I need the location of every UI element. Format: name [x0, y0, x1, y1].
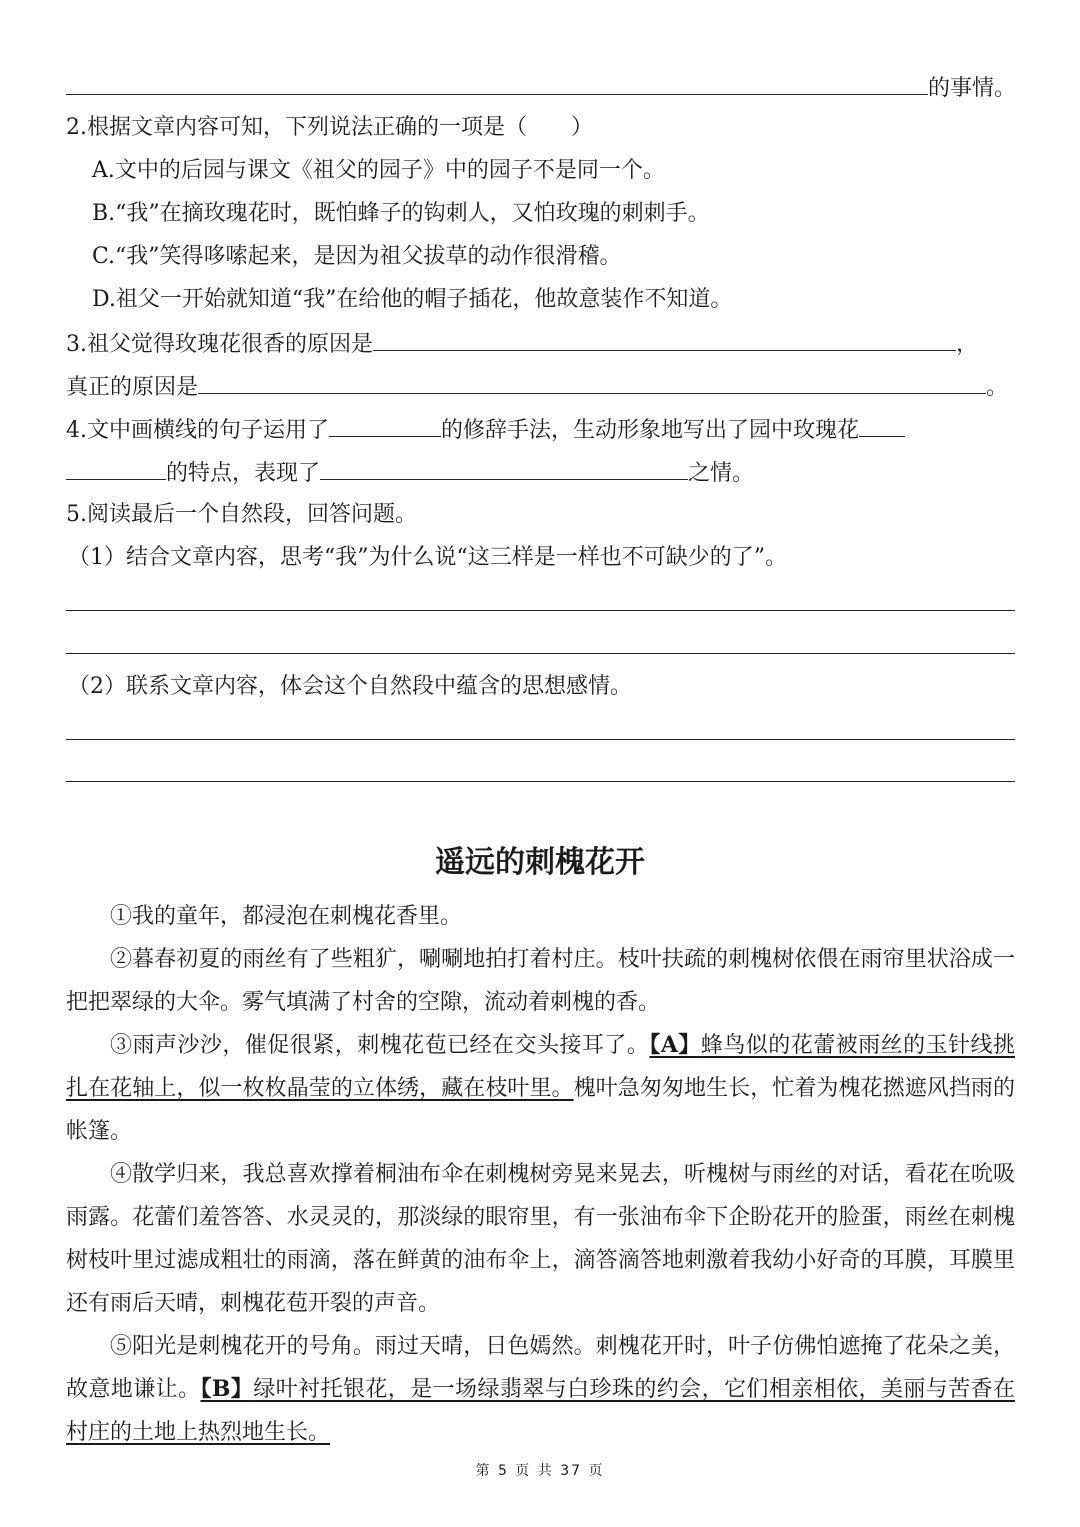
q4-text-4: 之情。: [688, 461, 755, 486]
answer-line[interactable]: [66, 739, 1015, 740]
q3-end-2: 。: [986, 375, 1009, 400]
q4-text-1: 4.文中画横线的句子运用了: [66, 418, 329, 443]
answer-blank[interactable]: [66, 72, 928, 95]
paragraph-2: ②暮春初夏的雨丝有了些粗犷，唰唰地拍打着村庄。枝叶扶疏的刺槐树依偎在雨帘里状浴成一把把翠绿的大伞。雾气填满了村舍的空隙，流动着刺槐的香。: [66, 947, 1015, 1015]
q5-stem: 5.阅读最后一个自然段，回答问题。: [66, 502, 417, 527]
q4-line-1: [66, 414, 905, 446]
answer-blank[interactable]: [198, 371, 986, 394]
underlined-sentence-b: [66, 1377, 1015, 1445]
q2-option-a[interactable]: A.文中的后园与课文《祖父的园子》中的园子不是同一个。: [92, 158, 665, 183]
paragraph-3-intro: ③雨声沙沙，催促很紧，刺槐花苞已经在交头接耳了。: [110, 1033, 650, 1058]
paragraph-5: [66, 1325, 1015, 1454]
paragraph-5-intro: ⑤阳光是刺槐花开的号角。雨过天晴，日色嫣然。刺槐花开时，叶子仿佛怕遮掩了花朵之美，故意地谦让。: [66, 1334, 1015, 1402]
marker-a: 【A】: [649, 1032, 701, 1058]
q3-text-1: 3.祖父觉得玫瑰花很香的原因是: [66, 332, 373, 357]
answer-blank[interactable]: [320, 457, 688, 480]
q5-sub-question-2: （2）联系文章内容，体会这个自然段中蕴含的思想感情。: [68, 674, 632, 699]
q3-line-2: [66, 371, 1008, 403]
q2-option-c[interactable]: C.“我”笑得哆嗦起来，是因为祖父拔草的动作很滑稽。: [92, 244, 622, 269]
paragraph-1: ①我的童年，都浸泡在刺槐花香里。: [110, 904, 463, 929]
q3-text-2: 真正的原因是: [66, 375, 199, 400]
answer-blank[interactable]: [859, 414, 905, 437]
q5-sub-question-1: （1）结合文章内容，思考“我”为什么说“这三样是一样也不可缺少的了”。: [68, 545, 787, 570]
paragraph-3: [66, 1024, 1015, 1153]
q1-answer-line-row: [66, 72, 1016, 104]
q4-line-2: [66, 457, 754, 489]
paragraph-4: ④散学归来，我总喜欢撑着桐油布伞在刺槐树旁晃来晃去，听槐树与雨丝的对话，看花在吮吸雨露。花蕾们羞答答、水灵灵的，那淡绿的眼帘里，有一张油布伞下企盼花开的脸蛋，雨丝在刺槐树枝叶里过滤成粗壮的雨滴，落在鲜黄的油布伞上，滴答滴答地刺激着我幼小好奇的耳膜，耳膜里还有雨后天晴，刺槐花苞开裂的声音。: [66, 1162, 1015, 1316]
answer-line[interactable]: [66, 610, 1015, 611]
underlined-text-b: 绿叶衬托银花，是一场绿翡翠与白珍珠的约会，它们相亲相依，美丽与苦香在村庄的土地上热烈地生长。: [66, 1377, 1015, 1445]
marker-b: 【B】: [200, 1376, 254, 1402]
q2-stem: 2.根据文章内容可知，下列说法正确的一项是（ ）: [66, 115, 593, 140]
q2-option-b[interactable]: B.“我”在摘玫瑰花时，既怕蜂子的钩刺人，又怕玫瑰的刺刺手。: [92, 201, 710, 226]
answer-line[interactable]: [66, 653, 1015, 654]
page-number: 第 5 页 共 37 页: [475, 1463, 605, 1479]
q2-option-d[interactable]: D.祖父一开始就知道“我”在给他的帽子插花，他故意装作不知道。: [92, 287, 733, 312]
answer-blank[interactable]: [373, 328, 956, 351]
underlined-text-a: 蜂鸟似的花蕾被雨丝的玉针线挑扎在花轴上，似一枚枚晶莹的立体绣，藏在枝叶里。: [66, 1033, 1015, 1101]
answer-blank[interactable]: [329, 414, 441, 437]
q1-line-end-text: 的事情。: [928, 76, 1017, 101]
article-title: 遥远的刺槐花开: [435, 845, 645, 880]
q4-text-3: 的特点，表现了: [166, 461, 321, 486]
q3-line-1: [66, 328, 978, 360]
article-body: [66, 895, 1015, 1454]
paragraph-3-tail: 槐叶急匆匆地生长，忙着为槐花撚遮风挡雨的帐篷。: [66, 1076, 1015, 1144]
answer-blank[interactable]: [66, 457, 166, 480]
q3-end-1: ，: [956, 332, 979, 357]
answer-line[interactable]: [66, 781, 1015, 782]
q4-text-2: 的修辞手法，生动形象地写出了园中玫瑰花: [441, 418, 860, 443]
